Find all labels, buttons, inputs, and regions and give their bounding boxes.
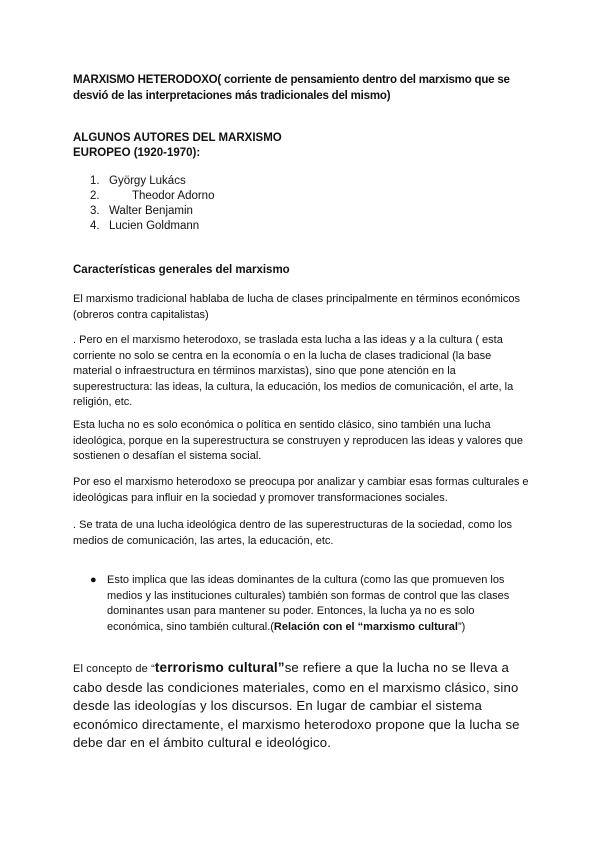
list-number: 4. (90, 220, 100, 232)
document-title: MARXISMO HETERODOXO( corriente de pensamiento dentro del marxismo que se desvió de las interpretaciones más tradicionales del mismo) (73, 74, 510, 102)
list-item (90, 189, 214, 204)
list-item (90, 204, 214, 219)
paragraph-5: . Se trata de una lucha ideológica dentro de las superestructuras de la sociedad, como los medios de comunicación, las artes, la educación, etc. (73, 519, 513, 547)
author-name: György Lukács (109, 175, 186, 187)
authors-list (90, 174, 214, 234)
section-heading: Características generales del marxismo (73, 264, 290, 276)
list-number: 1. (90, 175, 100, 187)
authors-heading-line1: ALGUNOS AUTORES DEL MARXISMO (73, 132, 282, 144)
closing-paragraph (73, 659, 533, 753)
list-number: 3. (90, 205, 100, 217)
bullet-dot: ● (90, 574, 97, 586)
author-name: Theodor Adorno (132, 190, 215, 202)
authors-heading-line2: EUROPEO (1920-1970): (73, 147, 201, 159)
list-item (90, 174, 214, 189)
closing-lead: El concepto de “ (73, 663, 155, 675)
paragraph-4: Por eso el marxismo heterodoxo se preocupa por analizar y cambiar esas formas culturales e ideológicas para influir en la sociedad y promover transformaciones sociales. (73, 476, 529, 504)
authors-heading (73, 131, 333, 161)
closing-text: se refiere a que la lucha no se lleva a cabo desde las condiciones materiales, como en el marxismo clásico, sino desde las ideologías y los discursos. En lugar de cambiar el sistema económico directamente, el marxismo heterodoxo propone que la lucha se debe dar en el ámbito cultural e ideológico. (73, 660, 520, 750)
bullet-text (107, 573, 530, 635)
author-name: Lucien Goldmann (109, 220, 200, 232)
bullet-body: Esto implica que las ideas dominantes de la cultura (como las que promueven los medios y las instituciones culturales) también son formas de control que las clases dominantes usan para mantener su poder. Entonces, la lucha ya no es solo económica, sino también cultural.( (107, 574, 510, 633)
paragraph-2: . Pero en el marxismo heterodoxo, se traslada esta lucha a las ideas y a la cultura ( esta corriente no solo se centra en la economía o en la lucha de clases tradicional (la base material o infraestructura en términos marxistas), sino que pone atención en la superestructura: las ideas, la cultura, la educación, los medios de comunicación, el arte, la religión, etc. (73, 334, 514, 408)
paragraph-1: El marxismo tradicional hablaba de lucha de clases principalmente en términos económicos (obreros contra capitalistas) (73, 293, 520, 321)
closing-emphasis: terrorismo cultural” (154, 660, 285, 675)
list-number: 2. (90, 190, 100, 202)
bullet-bold-text: Relación con el “marxismo cultural (273, 620, 458, 633)
paragraph-3: Esta lucha no es solo económica o política en sentido clásico, sino también una lucha ideológica, porque en la superestructura se construyen y reproducen las ideas y valores que sostienen o desafían el sistema social. (73, 419, 524, 462)
bullet-item (90, 573, 530, 635)
list-item (90, 219, 214, 234)
author-name: Walter Benjamin (109, 205, 193, 217)
bullet-tail: ”) (457, 620, 466, 633)
